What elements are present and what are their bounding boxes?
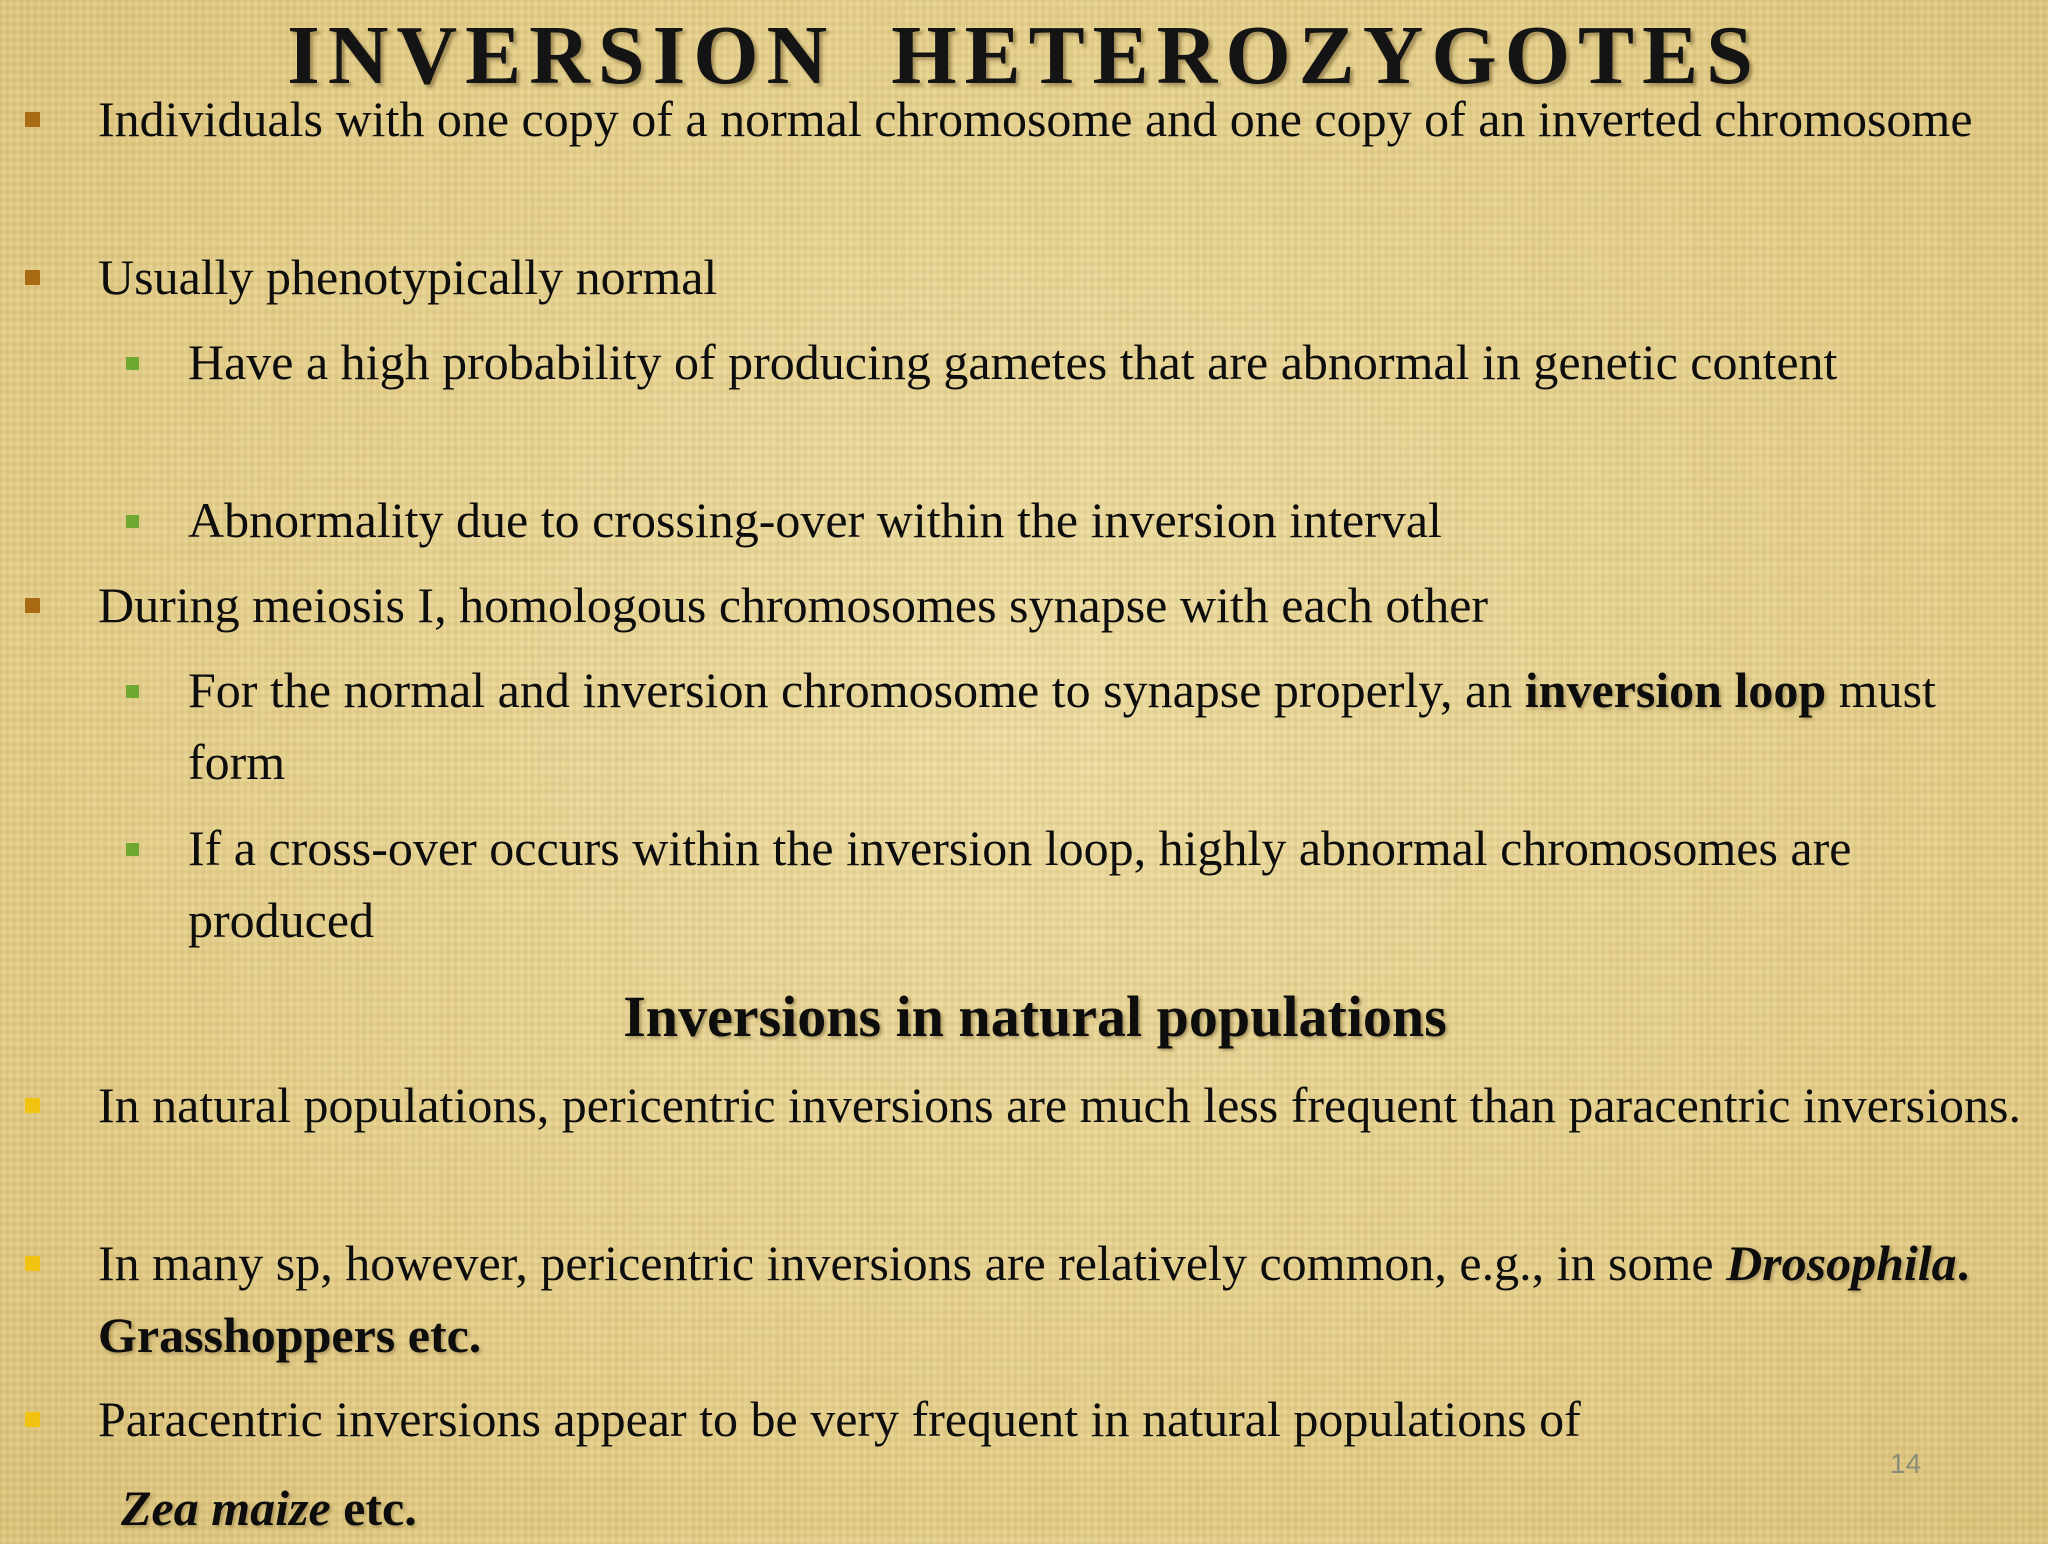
square-bullet-icon: [25, 112, 40, 127]
square-bullet-icon: [126, 357, 139, 370]
species-name-italic: Zea maize: [121, 1480, 331, 1536]
bullet-item: [98, 1069, 2033, 1141]
bullet-item: [98, 241, 2033, 313]
slide-number: 14: [1890, 1448, 1922, 1479]
bullet-text-bold: inversion loop: [1524, 662, 1827, 718]
title-word-1: INVERSION: [287, 9, 836, 102]
section-subheading: Inversions in natural populations: [623, 984, 1447, 1049]
bullet-text-end: must form: [188, 662, 1936, 790]
bullet-text: In natural populations, pericentric inversions are much less frequent than paracentric inversions.: [98, 1077, 2021, 1133]
square-bullet-icon: [126, 685, 139, 698]
bullet-text: Have a high probability of producing gametes that are abnormal in genetic content: [188, 334, 1838, 390]
bullet-text-start: For the normal and inversion chromosome to synapse properly, an: [188, 662, 1525, 718]
square-bullet-icon: [25, 1412, 40, 1427]
bullet-item: [98, 1227, 2033, 1371]
species-name-italic: Drosophila: [1726, 1235, 1957, 1291]
square-bullet-icon: [126, 843, 139, 856]
bullet-text: Individuals with one copy of a normal chromosome and one copy of an inverted chromosome: [98, 91, 1973, 147]
bullet-item: [98, 1383, 2033, 1455]
bullet-text-bold: . Grasshoppers etc.: [98, 1235, 1970, 1363]
square-bullet-icon: [25, 270, 40, 285]
bullet-text: Usually phenotypically normal: [98, 249, 718, 305]
bullet-text: Abnormality due to crossing-over within the inversion interval: [188, 492, 1442, 548]
square-bullet-icon: [25, 1098, 40, 1113]
continuation-line: [121, 1472, 417, 1544]
bullet-item: [98, 83, 2033, 155]
bullet-text: Paracentric inversions appear to be very frequent in natural populations of: [98, 1391, 1581, 1447]
sub-bullet-item: [188, 654, 2033, 798]
bullet-text-start: In many sp, however, pericentric inversions are relatively common, e.g., in some: [98, 1235, 1727, 1291]
square-bullet-icon: [25, 598, 40, 613]
sub-bullet-item: [188, 484, 2033, 556]
sub-bullet-item: [188, 812, 2033, 956]
tail-text-bold: etc.: [330, 1480, 417, 1536]
sub-bullet-item: [188, 326, 2033, 398]
square-bullet-icon: [126, 515, 139, 528]
bullet-text: If a cross-over occurs within the inversion loop, highly abnormal chromosomes are produced: [188, 820, 1852, 948]
square-bullet-icon: [25, 1256, 40, 1271]
bullet-item: [98, 569, 2033, 641]
bullet-text: During meiosis I, homologous chromosomes synapse with each other: [98, 577, 1489, 633]
title-word-2: HETEROZYGOTES: [891, 9, 1761, 102]
